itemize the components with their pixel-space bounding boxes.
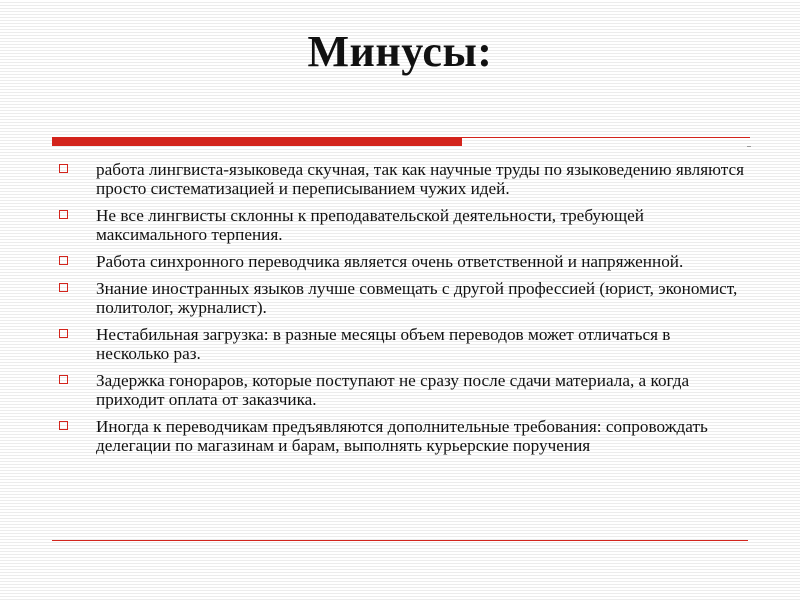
list-item <box>56 206 746 244</box>
list-item-text: работа лингвиста-языковеда скучная, так как научные труды по языковедению являются просто систематизацией и переписыванием чужих идей. <box>96 160 745 198</box>
hollow-square-icon <box>59 421 68 430</box>
title-divider-thin <box>462 137 750 138</box>
hollow-square-icon <box>59 375 68 384</box>
list-item <box>56 160 746 198</box>
title-divider-tick <box>747 146 751 147</box>
bullet-list <box>56 160 746 463</box>
list-item <box>56 325 746 363</box>
slide-title: Минусы: <box>307 27 493 76</box>
list-item-text: Работа синхронного переводчика является очень ответственной и напряженной. <box>96 252 684 271</box>
list-item <box>56 417 746 455</box>
list-item-text: Не все лингвисты склонны к преподавательской деятельности, требующей максимального терпения. <box>96 206 644 244</box>
list-item-text: Иногда к переводчикам предъявляются дополнительные требования: сопровождать делегации по магазинам и барам, выполнять курьерские поручения <box>96 417 708 455</box>
hollow-square-icon <box>59 210 68 219</box>
list-item <box>56 279 746 317</box>
hollow-square-icon <box>59 329 68 338</box>
hollow-square-icon <box>59 256 68 265</box>
list-item <box>56 252 746 271</box>
list-item-text: Задержка гонораров, которые поступают не сразу после сдачи материала, а когда приходит оплата от заказчика. <box>96 371 690 409</box>
list-item-text: Нестабильная загрузка: в разные месяцы объем переводов может отличаться в несколько раз. <box>96 325 671 363</box>
list-item-text: Знание иностранных языков лучше совмещать с другой профессией (юрист, экономист, политолог, журналист). <box>96 279 738 317</box>
title-divider-thick <box>52 137 462 146</box>
hollow-square-icon <box>59 164 68 173</box>
hollow-square-icon <box>59 283 68 292</box>
list-item <box>56 371 746 409</box>
footer-divider <box>52 540 748 541</box>
